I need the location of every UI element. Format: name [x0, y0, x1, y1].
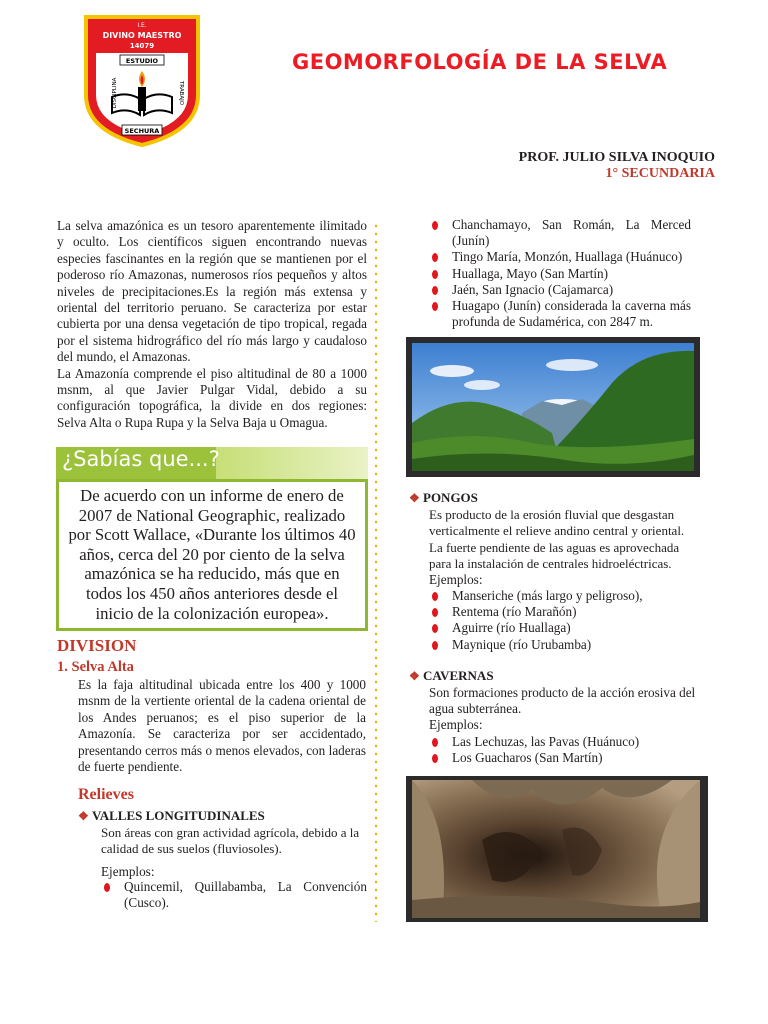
- cavernas-title: [409, 668, 494, 684]
- intro-paragraph: La selva amazónica es un tesoro aparentemente ilimitado y oculto. Los científicos siguen encontrando nuevas especies fascinantes en la región que se mantienen por el poderoso río Amazonas, numerosos ríos pequeños y altos niveles de precipitaciones.Es la región más extensa y oriental del territorio peruano. Se caracteriza por estar cubierta por una densa vegetación de tipo tropical, regada por el sistema hidrográfico del río más largo y caudaloso del mundo, el Amazonas.: [57, 218, 367, 365]
- valles-title-text: VALLES LONGITUDINALES: [92, 808, 265, 823]
- sabias-label: ¿Sabías que...?: [62, 447, 220, 471]
- bullet-dot-icon: [432, 754, 438, 763]
- logo-motto-right: TRABAJO: [178, 80, 184, 106]
- valles-title: [78, 808, 265, 824]
- column-divider: [375, 222, 377, 922]
- selva-alta-title: 1. Selva Alta: [57, 659, 134, 675]
- valles-examples-continued: [429, 217, 691, 330]
- logo-school-name: DIVINO MAESTRO: [102, 31, 182, 40]
- teacher-name: PROF. JULIO SILVA INOQUIO: [518, 150, 715, 165]
- bullet-dot-icon: [432, 641, 438, 650]
- bullet-dot-icon: [432, 738, 438, 747]
- list-item: Manseriche (más largo y peligroso),: [429, 588, 699, 604]
- intro-section: [57, 218, 367, 431]
- list-item: Rentema (río Marañón): [429, 604, 699, 620]
- cavernas-text: Son formaciones producto de la acción erosiva del agua subterránea.: [429, 685, 696, 717]
- logo-motto-top: ESTUDIO: [125, 57, 159, 65]
- grade-label: 1° SECUNDARIA: [605, 166, 715, 181]
- bullet-dot-icon: [432, 270, 438, 279]
- bullet-dot-icon: [432, 624, 438, 633]
- cavernas-title-text: CAVERNAS: [423, 668, 494, 683]
- cave-photo: [406, 776, 708, 922]
- sabias-text: De acuerdo con un informe de enero de 2007 de National Geographic, realizado por Scott Wallace, «Durante los últimos 40 años, cerca del 20 por ciento de la selva amazónica se ha reducido, más que en todos los 450 años anteriores desde el inicio de la colonización europea».: [68, 486, 356, 623]
- logo-city: SECHURA: [124, 127, 160, 135]
- bullet-dot-icon: [432, 221, 438, 230]
- jungle-mountain-photo: [406, 337, 700, 477]
- school-logo: [82, 13, 202, 148]
- bullet-dot-icon: [432, 286, 438, 295]
- list-item: Chanchamayo, San Román, La Merced (Junín): [429, 217, 691, 249]
- list-item: Quincemil, Quillabamba, La Convención (Cusco).: [101, 879, 367, 911]
- list-item: Aguirre (río Huallaga): [429, 620, 699, 636]
- selva-alta-text: Es la faja altitudinal ubicada entre los 400 y 1000 msnm de la vertiente oriental de la cadena oriental de los Andes peruanos; es el piso superior de la Amazonía. Se caracteriza por ser accidentado, presentando cerros más o menos elevados, con laderas de fuerte pendiente.: [78, 677, 366, 775]
- list-item: Jaén, San Ignacio (Cajamarca): [429, 282, 691, 298]
- logo-ie-text: I.E.: [137, 22, 147, 29]
- cavernas-examples-label: Ejemplos:: [429, 717, 483, 732]
- division-heading: DIVISION: [57, 636, 137, 655]
- list-item: Las Lechuzas, las Pavas (Huánuco): [429, 734, 699, 750]
- pongos-title-text: PONGOS: [423, 490, 478, 505]
- valles-examples-list: [101, 879, 367, 911]
- page-title: GEOMORFOLOGÍA DE LA SELVA: [292, 50, 668, 74]
- valles-text: Son áreas con gran actividad agrícola, debido a la calidad de sus suelos (fluviosoles).: [101, 825, 360, 857]
- list-item: Tingo María, Monzón, Huallaga (Huánuco): [429, 249, 691, 265]
- pongos-examples-label: Ejemplos:: [429, 572, 483, 587]
- bullet-dot-icon: [432, 592, 438, 601]
- bullet-dot-icon: [432, 302, 438, 311]
- bullet-dot-icon: [432, 253, 438, 262]
- list-item: Maynique (río Urubamba): [429, 637, 699, 653]
- pongos-title: [409, 490, 478, 506]
- diamond-bullet-icon: ❖: [78, 809, 89, 823]
- list-item: Huallaga, Mayo (San Martín): [429, 266, 691, 282]
- logo-motto-left: DISCIPLINA: [112, 77, 118, 109]
- diamond-bullet-icon: ❖: [409, 669, 420, 683]
- relieves-heading: Relieves: [78, 786, 134, 803]
- valles-examples-label: Ejemplos:: [101, 864, 155, 879]
- list-item: Huagapo (Junín) considerada la caverna más profunda de Sudamérica, con 2847 m.: [429, 298, 691, 330]
- pongos-examples-list: [429, 588, 699, 653]
- bullet-dot-icon: [104, 883, 110, 892]
- diamond-bullet-icon: ❖: [409, 491, 420, 505]
- pongos-text: Es producto de la erosión fluvial que desgastan verticalmente el relieve andino central y oriental. La fuerte pendiente de las aguas es aprovechada para la instalación de centrales hidroeléctricas.: [429, 507, 685, 571]
- bullet-dot-icon: [432, 608, 438, 617]
- cavernas-examples-list: [429, 734, 699, 766]
- intro-paragraph-2: La Amazonía comprende el piso altitudinal de 80 a 1000 msnm, al que Javier Pulgar Vidal, debido a su configuración topográfica, la divide en dos regiones: Selva Alta o Rupa Rupa y la Selva Baja u Omagua.: [57, 365, 367, 430]
- logo-school-number: 14079: [129, 42, 155, 50]
- list-item: Los Guacharos (San Martín): [429, 750, 699, 766]
